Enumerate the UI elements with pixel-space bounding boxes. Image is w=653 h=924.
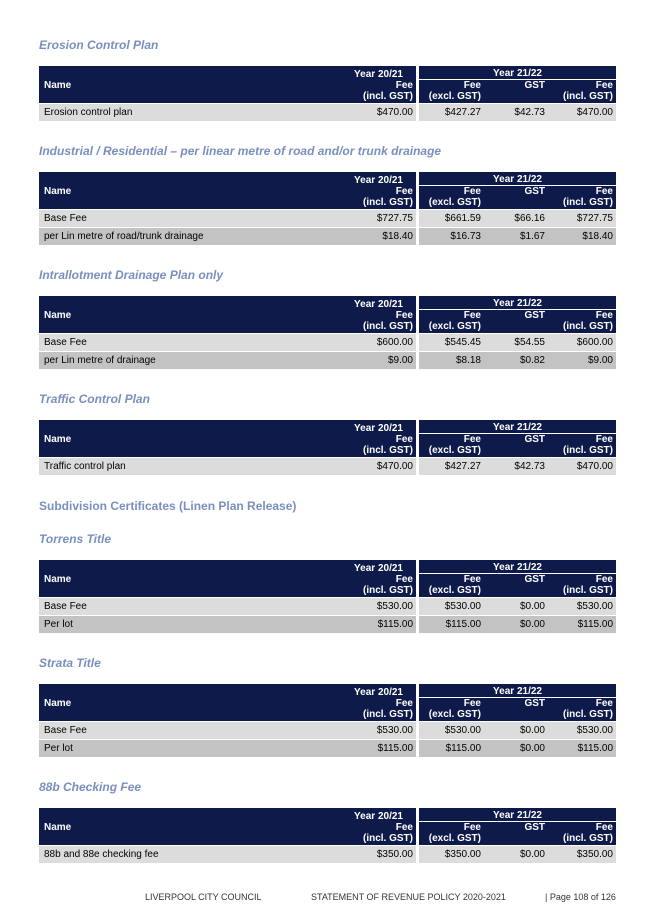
header-gst: GST <box>484 310 548 321</box>
row-fee-2021: $470.00 <box>341 103 416 121</box>
row-gst: $1.67 <box>484 227 548 245</box>
header-gst: GST <box>484 574 548 585</box>
header-fee-excl: Fee <box>416 80 484 91</box>
table-row <box>39 597 616 615</box>
header-name: Name <box>39 66 341 103</box>
fee-table-traffic <box>39 420 616 475</box>
header-gst-blank <box>484 197 548 209</box>
header-gst-blank <box>484 585 548 597</box>
section-heading-industrial: Industrial / Residential – per linear metre of road and/or trunk drainage <box>39 144 442 158</box>
row-fee-incl-gst: $18.40 <box>548 227 616 245</box>
header-fee-prev: Fee <box>341 310 416 321</box>
header-fee-prev: Fee <box>341 698 416 709</box>
row-fee-excl-gst: $16.73 <box>416 227 484 245</box>
row-name: per Lin metre of drainage <box>39 351 341 369</box>
header-year-prev: Year 20/21 <box>341 560 416 574</box>
row-gst: $0.00 <box>484 721 548 739</box>
fee-table-erosion <box>39 66 616 121</box>
row-fee-incl-gst: $530.00 <box>548 721 616 739</box>
header-fee-excl: Fee <box>416 698 484 709</box>
row-fee-incl-gst: $470.00 <box>548 457 616 475</box>
row-fee-2021: $115.00 <box>341 615 416 633</box>
row-fee-2021: $727.75 <box>341 209 416 227</box>
header-fee-excl: Fee <box>416 822 484 833</box>
header-fee-excl: Fee <box>416 434 484 445</box>
header-incl-gst: (incl. GST) <box>548 585 616 597</box>
row-gst: $0.00 <box>484 845 548 863</box>
header-incl-gst-prev: (incl. GST) <box>341 833 416 845</box>
fee-table-strata <box>39 684 616 757</box>
row-fee-excl-gst: $427.27 <box>416 103 484 121</box>
header-excl-gst: (excl. GST) <box>416 833 484 845</box>
header-year-curr: Year 21/22 <box>416 66 616 80</box>
header-excl-gst: (excl. GST) <box>416 197 484 209</box>
row-fee-incl-gst: $115.00 <box>548 615 616 633</box>
section-heading-88b: 88b Checking Fee <box>39 780 142 794</box>
header-fee-incl: Fee <box>548 698 616 709</box>
header-fee-excl: Fee <box>416 186 484 197</box>
row-name: 88b and 88e checking fee <box>39 845 341 863</box>
table-row <box>39 351 616 369</box>
header-year-prev: Year 20/21 <box>341 172 416 186</box>
section-heading-intrallotment: Intrallotment Drainage Plan only <box>39 268 224 282</box>
row-name: per Lin metre of road/trunk drainage <box>39 227 341 245</box>
row-fee-2021: $350.00 <box>341 845 416 863</box>
fee-table-88b <box>39 808 616 863</box>
row-gst: $42.73 <box>484 103 548 121</box>
header-incl-gst-prev: (incl. GST) <box>341 585 416 597</box>
header-year-curr: Year 21/22 <box>416 420 616 434</box>
header-gst: GST <box>484 698 548 709</box>
header-fee-incl: Fee <box>548 822 616 833</box>
row-fee-incl-gst: $600.00 <box>548 333 616 351</box>
footer-statement: STATEMENT OF REVENUE POLICY 2020-2021 <box>311 892 506 902</box>
header-incl-gst-prev: (incl. GST) <box>341 321 416 333</box>
row-fee-incl-gst: $727.75 <box>548 209 616 227</box>
row-gst: $0.00 <box>484 615 548 633</box>
footer-page-number: | Page 108 of 126 <box>545 892 616 902</box>
header-name: Name <box>39 420 341 457</box>
row-gst: $0.82 <box>484 351 548 369</box>
table-row <box>39 333 616 351</box>
header-excl-gst: (excl. GST) <box>416 445 484 457</box>
row-fee-2021: $530.00 <box>341 597 416 615</box>
header-name: Name <box>39 684 341 721</box>
table-row <box>39 227 616 245</box>
section-heading-erosion: Erosion Control Plan <box>39 38 159 52</box>
row-fee-excl-gst: $115.00 <box>416 739 484 757</box>
header-name: Name <box>39 172 341 209</box>
header-gst: GST <box>484 434 548 445</box>
header-gst: GST <box>484 822 548 833</box>
row-name: Base Fee <box>39 597 341 615</box>
row-fee-2021: $600.00 <box>341 333 416 351</box>
footer-council: LIVERPOOL CITY COUNCIL <box>145 892 262 902</box>
header-incl-gst: (incl. GST) <box>548 833 616 845</box>
row-name: Base Fee <box>39 333 341 351</box>
header-excl-gst: (excl. GST) <box>416 321 484 333</box>
header-incl-gst: (incl. GST) <box>548 197 616 209</box>
header-fee-prev: Fee <box>341 574 416 585</box>
row-fee-incl-gst: $115.00 <box>548 739 616 757</box>
header-incl-gst: (incl. GST) <box>548 91 616 103</box>
header-incl-gst: (incl. GST) <box>548 321 616 333</box>
fee-table-industrial <box>39 172 616 245</box>
row-gst: $0.00 <box>484 597 548 615</box>
header-year-curr: Year 21/22 <box>416 172 616 186</box>
header-fee-prev: Fee <box>341 186 416 197</box>
header-fee-prev: Fee <box>341 80 416 91</box>
header-fee-incl: Fee <box>548 310 616 321</box>
row-fee-2021: $530.00 <box>341 721 416 739</box>
header-incl-gst: (incl. GST) <box>548 709 616 721</box>
table-row <box>39 209 616 227</box>
header-name: Name <box>39 808 341 845</box>
section-heading-torrens: Torrens Title <box>39 532 112 546</box>
row-gst: $42.73 <box>484 457 548 475</box>
header-excl-gst: (excl. GST) <box>416 91 484 103</box>
header-year-curr: Year 21/22 <box>416 684 616 698</box>
row-name: Erosion control plan <box>39 103 341 121</box>
group-heading-subdivision: Subdivision Certificates (Linen Plan Release) <box>39 499 297 513</box>
header-gst-blank <box>484 91 548 103</box>
table-row <box>39 721 616 739</box>
fee-table-intrallotment <box>39 296 616 369</box>
fee-table-torrens <box>39 560 616 633</box>
header-year-prev: Year 20/21 <box>341 296 416 310</box>
header-gst: GST <box>484 80 548 91</box>
row-fee-2021: $115.00 <box>341 739 416 757</box>
row-name: Base Fee <box>39 721 341 739</box>
header-fee-incl: Fee <box>548 434 616 445</box>
header-gst-blank <box>484 709 548 721</box>
header-fee-incl: Fee <box>548 80 616 91</box>
row-fee-2021: $470.00 <box>341 457 416 475</box>
row-name: Per lot <box>39 739 341 757</box>
header-fee-prev: Fee <box>341 434 416 445</box>
header-incl-gst-prev: (incl. GST) <box>341 445 416 457</box>
row-name: Per lot <box>39 615 341 633</box>
row-fee-excl-gst: $530.00 <box>416 721 484 739</box>
row-fee-excl-gst: $115.00 <box>416 615 484 633</box>
row-fee-incl-gst: $470.00 <box>548 103 616 121</box>
row-fee-incl-gst: $350.00 <box>548 845 616 863</box>
row-name: Traffic control plan <box>39 457 341 475</box>
header-name: Name <box>39 296 341 333</box>
header-year-curr: Year 21/22 <box>416 560 616 574</box>
header-year-curr: Year 21/22 <box>416 808 616 822</box>
header-year-curr: Year 21/22 <box>416 296 616 310</box>
table-row <box>39 615 616 633</box>
row-fee-2021: $18.40 <box>341 227 416 245</box>
header-incl-gst-prev: (incl. GST) <box>341 91 416 103</box>
header-fee-prev: Fee <box>341 822 416 833</box>
table-row <box>39 845 616 863</box>
row-fee-excl-gst: $350.00 <box>416 845 484 863</box>
row-fee-incl-gst: $9.00 <box>548 351 616 369</box>
table-row <box>39 739 616 757</box>
row-fee-2021: $9.00 <box>341 351 416 369</box>
header-year-prev: Year 20/21 <box>341 808 416 822</box>
section-heading-traffic: Traffic Control Plan <box>39 392 150 406</box>
row-fee-excl-gst: $661.59 <box>416 209 484 227</box>
header-gst: GST <box>484 186 548 197</box>
row-name: Base Fee <box>39 209 341 227</box>
row-fee-excl-gst: $427.27 <box>416 457 484 475</box>
row-gst: $54.55 <box>484 333 548 351</box>
row-fee-incl-gst: $530.00 <box>548 597 616 615</box>
header-fee-excl: Fee <box>416 310 484 321</box>
header-excl-gst: (excl. GST) <box>416 709 484 721</box>
row-fee-excl-gst: $545.45 <box>416 333 484 351</box>
header-incl-gst-prev: (incl. GST) <box>341 197 416 209</box>
row-fee-excl-gst: $8.18 <box>416 351 484 369</box>
header-year-prev: Year 20/21 <box>341 684 416 698</box>
header-incl-gst: (incl. GST) <box>548 445 616 457</box>
header-gst-blank <box>484 833 548 845</box>
header-name: Name <box>39 560 341 597</box>
header-excl-gst: (excl. GST) <box>416 585 484 597</box>
row-gst: $66.16 <box>484 209 548 227</box>
header-fee-incl: Fee <box>548 186 616 197</box>
header-year-prev: Year 20/21 <box>341 66 416 80</box>
header-incl-gst-prev: (incl. GST) <box>341 709 416 721</box>
header-year-prev: Year 20/21 <box>341 420 416 434</box>
row-gst: $0.00 <box>484 739 548 757</box>
row-fee-excl-gst: $530.00 <box>416 597 484 615</box>
header-gst-blank <box>484 321 548 333</box>
header-fee-incl: Fee <box>548 574 616 585</box>
table-row <box>39 103 616 121</box>
header-gst-blank <box>484 445 548 457</box>
header-fee-excl: Fee <box>416 574 484 585</box>
section-heading-strata: Strata Title <box>39 656 101 670</box>
table-row <box>39 457 616 475</box>
